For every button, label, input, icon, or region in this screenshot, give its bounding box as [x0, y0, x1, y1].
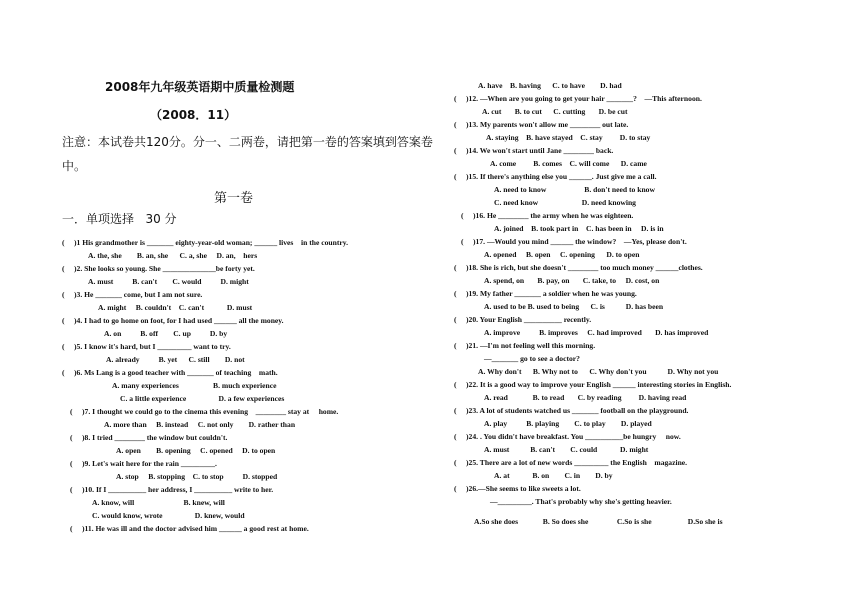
left-line: ( )1 His grandmother is _______ eighty-year-old woman; ______ lives in the country.: [62, 238, 349, 247]
right-line: —_________. That's probably why she's getting heavier.: [490, 497, 672, 506]
right-line: ( )19. My father _______ a soldier when he was young.: [454, 289, 637, 298]
right-line: —_______ go to see a doctor?: [484, 354, 580, 363]
exam-date: （2008．11）: [150, 108, 237, 122]
left-line: ( )6. Ms Lang is a good teacher with _______ of teaching math.: [62, 368, 278, 377]
notice-line-2: 中。: [62, 159, 87, 173]
right-line: A. come B. comes C. will come D. came: [490, 159, 647, 168]
right-line: ( )26.—She seems to like sweets a lot.: [454, 484, 581, 493]
left-line: C. a little experience D. a few experiences: [120, 394, 285, 403]
left-line: C. would know, wrote D. knew, would: [92, 511, 245, 520]
right-line: ( )13. My parents won't allow me ________ out late.: [454, 120, 629, 129]
right-line: ( )23. A lot of students watched us _______ football on the playground.: [454, 406, 689, 415]
left-line: A. might B. couldn't C. can't D. must: [98, 303, 253, 312]
right-line: ( )15. If there's anything else you ______. Just give me a call.: [454, 172, 657, 181]
right-line: A. need to know B. don't need to know: [494, 185, 655, 194]
right-line: A. joined B. took part in C. has been in D. is in: [494, 224, 664, 233]
right-line: ( )21. —I'm not feeling well this morning.: [454, 341, 596, 350]
left-line: ( )8. I tried ________ the window but couldn't.: [70, 433, 228, 442]
right-line: A. staying B. have stayed C. stay D. to stay: [486, 133, 651, 142]
left-line: ( )11. He was ill and the doctor advised him ______ a good rest at home.: [70, 524, 309, 533]
left-line: ( )10. If I __________ her address, I __________ write to her.: [70, 485, 274, 494]
left-line: A. many experiences B. much experience: [112, 381, 277, 390]
right-line: A. have B. having C. to have D. had: [478, 81, 622, 90]
notice-line-1: 注意：本试卷共120分。分一、二两卷，请把第一卷的答案填到答案卷: [62, 135, 433, 149]
section-heading: 第一卷: [214, 191, 254, 206]
right-line: ( )25. There are a lot of new words _________ the English magazine.: [454, 458, 688, 467]
left-line: ( )9. Let's wait here for the rain _________.: [70, 459, 217, 468]
left-line: A. already B. yet C. still D. not: [106, 355, 245, 364]
left-line: ( )5. I know it's hard, but I _________ want to try.: [62, 342, 231, 351]
right-line: ( )18. She is rich, but she doesn't ________ too much money ______clothes.: [454, 263, 703, 272]
right-line: ( )24. . You didn't have breakfast. You __________be hungry now.: [454, 432, 681, 441]
right-line: ( )16. He ________ the army when he was eighteen.: [461, 211, 634, 220]
right-line: A. improve B. improves C. had improved D. has improved: [484, 328, 709, 337]
right-line: A. at B. on C. in D. by: [494, 471, 613, 480]
right-line: ( )22. It is a good way to improve your English ______ interesting stories in English.: [454, 380, 732, 389]
left-line: A. on B. off C. up D. by: [104, 329, 228, 338]
right-line: A. must B. can't C. could D. might: [484, 445, 649, 454]
left-line: A. stop B. stopping C. to stop D. stopped: [116, 472, 278, 481]
right-line: A. cut B. to cut C. cutting D. be cut: [482, 107, 628, 116]
left-line: A. must B. can't C. would D. might: [88, 277, 249, 286]
left-line: ( )2. She looks so young. She ______________be forty yet.: [62, 264, 255, 273]
right-line: ( )14. We won't start until Jane ________ back.: [454, 146, 614, 155]
right-line: A. Why don't B. Why not to C. Why don't you D. Why not you: [478, 367, 719, 376]
right-line: ( )20. Your English __________ recently.: [454, 315, 592, 324]
right-line: C. need know D. need knowing: [494, 198, 636, 207]
right-line: ( )17. —Would you mind ______ the window? —Yes, please don't.: [461, 237, 687, 246]
right-line: A. opened B. open C. opening D. to open: [484, 250, 640, 259]
part-heading: 一．单项选择 30 分: [62, 212, 177, 226]
right-line: A. play B. playing C. to play D. played: [484, 419, 652, 428]
left-line: A. the, she B. an, she C. a, she D. an, hers: [88, 251, 258, 260]
right-line: A. used to be B. used to being C. is D. has been: [484, 302, 664, 311]
left-line: ( )3. He _______ come, but I am not sure.: [62, 290, 203, 299]
left-line: ( )7. I thought we could go to the cinema this evening ________ stay at home.: [70, 407, 339, 416]
right-line: A.So she does B. So does she C.So is she D.So she is: [474, 517, 723, 526]
left-line: A. know, will B. knew, will: [92, 498, 225, 507]
left-line: ( )4. I had to go home on foot, for I had used ______ all the money.: [62, 316, 284, 325]
right-line: A. spend, on B. pay, on C. take, to D. cost, on: [484, 276, 660, 285]
left-line: A. open B. opening C. opened D. to open: [116, 446, 276, 455]
right-line: ( )12. —When are you going to get your hair _______? —This afternoon.: [454, 94, 702, 103]
right-line: A. read B. to read C. by reading D. having read: [484, 393, 687, 402]
exam-title: 2008年九年级英语期中质量检测题: [105, 80, 295, 94]
left-line: A. more than B. instead C. not only D. rather than: [104, 420, 296, 429]
